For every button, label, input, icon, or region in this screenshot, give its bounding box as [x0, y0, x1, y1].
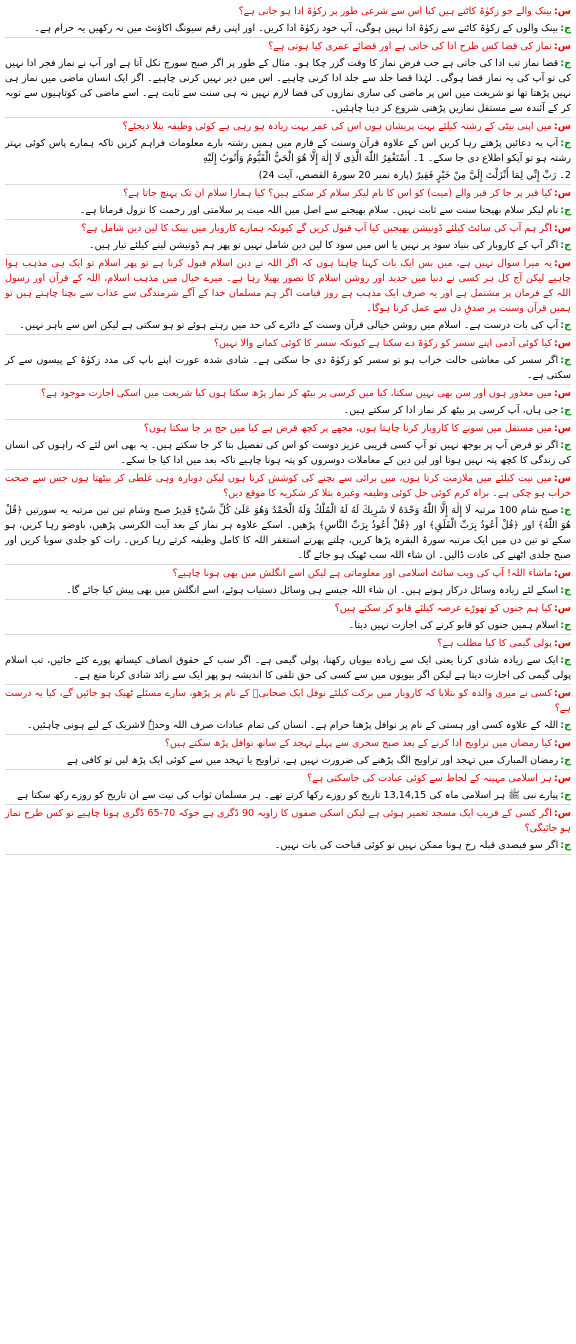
question: [5, 565, 571, 582]
answer-text: اللہ کے علاوہ کسی اور ہستی کے نام پر نوافل پڑھنا حرام ہے۔ انسان کی تمام عبادات صرف اللہ وحدہٗ لاشریک کے لیے ہونی چاہئیں۔: [27, 720, 559, 731]
question-prefix: س:: [553, 223, 571, 234]
answer-prefix: ج:: [560, 405, 571, 416]
answer-text: اگر آپ کے کاروبار کی بنیاد سود پر نہیں یا اس میں سود کا لین دین شامل نہیں تو پھر ہم ڈونیشن لینے کیلئے تیار ہیں۔: [88, 240, 559, 251]
answer-text: اگر تو قرض آپ پر بوجھ نہیں تو آپ کسی قریبی عزیز دوست کو اس کی تفصیل بتا کر جا سکتے ہیں۔ یہ بھی اس لئے کہ راہوں کی انسان کی زندگی کا کچھ پتہ نہیں ہوتا اور لین دین کے معاملات دوسروں کو پتہ ہونا چاہیے تاکہ بعد میں ادا کیا جا سکے۔: [5, 440, 571, 466]
question: [5, 685, 571, 717]
question-prefix: س:: [553, 423, 571, 434]
question: [5, 805, 571, 837]
question-prefix: س:: [553, 773, 571, 784]
question: [5, 220, 571, 237]
answer-text: ایک سے زیادہ شادی کرنا یعنی ایک سے زیادہ بیویاں رکھنا، پولی گیمی ہے۔ اگر سب کے حقوق انصاف کیساتھ پورے کئے جائیں، تب اسلام پولی گیمی کی اجازت دیتا ہے لیکن اگر بیویوں میں سے کسی کی حق تلفی کا اندیشہ ہو پھر ایک سے زائد شادی کرنا منع ہے۔: [5, 655, 571, 681]
answer-prefix: ج:: [560, 205, 571, 216]
answer: [5, 502, 571, 564]
answer-prefix: ج:: [560, 585, 571, 596]
answer: [5, 135, 571, 167]
divider: [5, 854, 571, 855]
answer-prefix: ج:: [560, 23, 571, 34]
question-prefix: س:: [553, 6, 571, 17]
answer-text: قضا نماز تب ادا کی جاتی ہے جب فرض نماز کا وقت گزر چکا ہو۔ مثال کے طور پر اگر صبح سورج نکل آتا ہے اور آپ نے نماز فجر ادا نہیں کی تو آپ کی یہ نماز قضا ہوگی۔ لہٰذا قضا جلد سے جلد ادا کرنی چاہیے۔ اس میں دیر نہیں کرنی چاہیے۔ اگر ایک انسان ماضی میں نماز ہی نہیں پڑھتا تھا تو شریعت میں اس پر ماضی کی ساری نمازوں کی قضا لازم نہیں نہ ہی سنت سے ثابت ہے۔ اسے ماضی کی کوتاہیوں سے توبہ کر کے آئندہ سے مستقل نمازیں پڑھنی شروع کر دینا چاہئیں۔: [5, 58, 571, 114]
question-prefix: س:: [553, 688, 571, 699]
answer-text: پیارے نبی ﷺ ہر اسلامی ماہ کی 13,14,15 تاریخ کو روزے رکھا کرتے تھے۔ ہر مسلمان ثواب کی نیت سے ان تاریخ کو روزے رکھ سکتا ہے: [17, 790, 559, 801]
question-prefix: س:: [553, 258, 571, 269]
answer-prefix: ج:: [560, 138, 571, 149]
answer-text: صبح شام 100 مرتبہ لَا إِلٰهَ إِلَّا اللّٰهُ وَحْدَهُ لَا شَرِيكَ لَهُ لَهُ الْمُلْكُ وَلَهُ الْحَمْدُ وَهُوَ عَلَىٰ كُلِّ شَيْءٍ قَدِيرٌ صبح وشام تین تین مرتبہ یہ سورتیں ﴿قُلْ هُوَ اللّٰهُ﴾ اور ﴿قُلْ أَعُوذُ بِرَبِّ الْفَلَقِ﴾ اور ﴿قُلْ أَعُوذُ بِرَبِّ النَّاسِ﴾ پڑھیں۔ اسکے علاوہ ہر نماز کے بعد آیت الکرسی پڑھیں، باوضو رہا کریں، ہو سکے تو تین دن میں ایک مرتبہ سورۃ البقرہ پڑھا کریں، چلتے پھرتے استغفر اللہ کا کامل وظیفہ کرتے رہا کریں۔ رات کو جلدی سویا کریں اور صبح جلدی اٹھنے کی عادت ڈالیں۔ ان شاء اللہ سب ٹھیک ہو جائے گا۔: [5, 505, 571, 561]
question-text: نماز کی قضا کس طرح ادا کی جاتی ہے اور قضائے عمری کیا ہوتی ہے؟: [268, 41, 552, 52]
answer: [5, 837, 571, 854]
qa-list: [5, 3, 571, 855]
answer: [5, 352, 571, 384]
question-text: کیا کوئی آدمی اپنے سسر کو زکوٰۃ دے سکتا ہے کیونکہ سسر کا کوئی کمانے والا نہیں؟: [213, 338, 552, 349]
question-prefix: س:: [553, 473, 571, 484]
question-text: پولی گیمی کا کیا مطلب ہے؟: [437, 638, 552, 649]
question-prefix: س:: [553, 338, 571, 349]
answer: [5, 437, 571, 469]
answer-prefix: ج:: [560, 655, 571, 666]
question-prefix: س:: [553, 388, 571, 399]
question-prefix: س:: [553, 188, 571, 199]
answer-prefix: ج:: [560, 240, 571, 251]
question-prefix: س:: [553, 568, 571, 579]
question: [5, 255, 571, 317]
question-text: کیا رمضان میں تراویح ادا کرنے کے بعد صبح سحری سے پہلے تہجد کے ساتھ نوافل پڑھ سکتے ہیں؟: [164, 738, 552, 749]
question: [5, 38, 571, 55]
answer: [5, 617, 571, 634]
question: [5, 420, 571, 437]
answer-prefix: ج:: [560, 440, 571, 451]
answer-prefix: ج:: [560, 320, 571, 331]
question: [5, 3, 571, 20]
answer: [5, 717, 571, 734]
answer-text: اگر سسر کی معاشی حالت خراب ہو تو سسر کو زکوٰۃ دی جا سکتی ہے۔ شادی شدہ عورت اپنے باپ کی مدد زکوٰۃ کے پیسوں سے کر سکتی ہے۔: [5, 355, 571, 381]
answer: [5, 582, 571, 599]
question-text: ہر اسلامی مہینہ کے لحاظ سے کوئی عبادت کی جاسکتی ہے؟: [307, 773, 552, 784]
question-text: میں معذور ہوں اور سن بھی نہیں سکتا، کیا میں کرسی پر بیٹھ کر نماز پڑھ سکتا ہوں کیا شریعت میں اسکی اجازت موجود ہے؟: [40, 388, 552, 399]
question: [5, 118, 571, 135]
question: [5, 635, 571, 652]
question-prefix: س:: [553, 603, 571, 614]
question-text: کیا ہم جنوں کو تھوڑے عرصہ کیلئے قابو کر سکتے ہیں؟: [334, 603, 552, 614]
question-text: اگر کسی کے قریب ایک مسجد تعمیر ہوئی ہے لیکن اسکی صفوں کا زاویہ 90 ڈگری ہے جوکہ 70-65 ڈگری ہونا چاہیے تو کس طرح نماز ہو جائیگی؟: [5, 808, 571, 834]
answer-text: آپ کی بات درست ہے۔ اسلام میں روشن خیالی قرآن وسنت کے دائرے کی حد میں رہتے ہوئے تو ہو سکتی ہے لیکن اس سے باہر نہیں۔: [19, 320, 559, 331]
question-prefix: س:: [553, 738, 571, 749]
question-text: میں اپنی بیٹی کے رشتہ کیلئے بہت پریشان ہوں اس کی عمر بہت زیادہ ہو رہی ہے کوئی وظیفہ بتلا دیجئے؟: [122, 121, 552, 132]
question: [5, 735, 571, 752]
answer: [5, 237, 571, 254]
answer: [5, 402, 571, 419]
question-text: کیا قبر پر جا کر قبر والے (میت) کو اس کا نام لیکر سلام کر سکتے ہیں؟ کیا ہمارا سلام ان تک پہنچ جاتا ہے؟: [123, 188, 552, 199]
question-prefix: س:: [553, 638, 571, 649]
answer-prefix: ج:: [560, 755, 571, 766]
answer-prefix: ج:: [560, 840, 571, 851]
answer-prefix: ج:: [560, 355, 571, 366]
answer: [5, 202, 571, 219]
question-prefix: س:: [553, 808, 571, 819]
question: [5, 470, 571, 502]
question-prefix: س:: [553, 121, 571, 132]
question-text: کسی نے میری والدہ کو بتلایا کہ کاروبار میں برکت کیلئے نوفل ایک صحابیؓ کے نام پر پڑھو، سارے مسئلے ٹھیک ہو جائیں گے، کیا یہ درست ہے؟: [5, 688, 571, 714]
answer: [5, 55, 571, 117]
answer-text: بینک والوں کے زکوٰۃ کاٹنے سے زکوٰۃ ادا نہیں ہوگی، آپ خود زکوٰۃ ادا کریں۔ اور اپنی رقم سیونگ اکاؤنٹ میں نہ رکھیں یہ حرام ہے۔: [34, 23, 559, 34]
answer-prefix: ج:: [560, 620, 571, 631]
question-text: میں نیت کیلئے میں ملازمت کرتا ہوں، میں برائی سے بچنے کی کوشش کرتا ہوں لیکن دوبارہ وہی غلطی کر بیٹھتا ہوں جس سے صحت خراب ہو چکی ہے۔ براہ کرم کوئی حل کوئی وظیفہ وغیرہ بتلا کر شکریہ کا موقع دیں؟: [5, 473, 571, 499]
question: [5, 185, 571, 202]
answer-prefix: ج:: [560, 58, 571, 69]
answer-continued: [5, 167, 571, 184]
answer-text: رمضان المبارک میں تہجد اور تراویح الگ پڑھنے کی ضرورت نہیں ہے، تراویح یا تہجد میں سے کوئی ایک پڑھ لیں تو کافی ہے: [67, 755, 559, 766]
answer: [5, 317, 571, 334]
answer-text: 2۔ رَبِّ إِنِّي لِمَا أَنْزَلْتَ إِلَيَّ مِنْ خَيْرٍ فَقِيرٌ (پارہ نمبر 20 سورۃ القصص، آیت 24): [258, 170, 571, 181]
question-prefix: س:: [553, 41, 571, 52]
answer-text: جی ہاں، آپ کرسی پر بیٹھ کر نماز ادا کر سکتے ہیں۔: [343, 405, 559, 416]
question: [5, 335, 571, 352]
question: [5, 385, 571, 402]
answer: [5, 787, 571, 804]
question-text: ماشاء اللہ! آپ کی ویب سائٹ اسلامی اور معلوماتی ہے لیکن اسے انگلش میں بھی ہونا چاہیے؟: [172, 568, 552, 579]
answer: [5, 20, 571, 37]
answer-text: اگر سو فیصدی قبلہ رخ ہونا ممکن نہیں تو کوئی قباحت کی بات نہیں۔: [274, 840, 559, 851]
answer-prefix: ج:: [560, 505, 571, 516]
question-text: یہ میرا سوال نہیں ہے، میں بس ایک بات کہنا چاہتا ہوں کہ اگر اللہ نے دین اسلام قبول کرنا ہے تو پھر اسلام تو ایک ہی مذہب ہوا چاہیے لیکن آج کل ہر کسی نے دنیا میں جدید اور روشن اسلام کا تصور پھیلا رہا ہے۔ میرے خیال میں مذہب اسلام، اللہ کے قرآن اور رسول اللہ کے فرمان پر مشتمل ہے اور یہ صرف ایک مذہب ہے روز قیامت اگر ہم مسلمان خدا کے آگے شرمندگی سے عذاب سے بچنا چاہتے ہیں تو ہمیں قرآن وسنت پر صدقِ دل سے عمل کرنا ہوگا۔: [5, 258, 571, 314]
question-text: اگر ہم آپ کی سائٹ کیلئے ڈونیشن بھیجیں کیا آپ قبول کریں گے کیونکہ ہمارے کاروبار میں بینک کا لین دین شامل ہے؟: [81, 223, 552, 234]
question: [5, 770, 571, 787]
answer-prefix: ج:: [560, 790, 571, 801]
answer-text: اسلام ہمیں جنوں کو قابو کرنے کی اجازت نہیں دیتا۔: [348, 620, 559, 631]
answer: [5, 652, 571, 684]
answer-text: نام لیکر سلام بھیجنا سنت سے ثابت نہیں۔ سلام بھیجنے سے اصل میں اللہ میت پر سلامتی اور رحمت کا نزول فرماتا ہے۔: [79, 205, 559, 216]
question-text: میں مستقل میں سونے کا کاروبار کرنا چاہتا ہوں، مجھے پر کچھ قرض ہے کیا میں حج پر جا سکتا ہوں؟: [143, 423, 552, 434]
answer: [5, 752, 571, 769]
answer-prefix: ج:: [560, 720, 571, 731]
question: [5, 600, 571, 617]
answer-text: اسکے لئے زیادہ وسائل درکار ہوتے ہیں۔ ان شاء اللہ جیسے ہی وسائل دستیاب ہوئے، اسے انگلش میں بھی پیش کیا جائے گا۔: [66, 585, 559, 596]
question-text: بینک والے جو زکوٰۃ کاٹتے ہیں کیا اس سے شرعی طور پر زکوٰۃ ادا ہو جاتی ہے؟: [238, 6, 552, 17]
answer-text: آپ یہ دعائیں پڑھتے رہا کریں اس کے علاوہ قرآن وسنت کے فارم میں ہمیں رشتہ بارے معلومات فراہم کریں تاکہ ہمارے پاس کوئی بہتر رشتہ ہو تو آپکو اطلاع دی جا سکے۔ 1۔ أَسْتَغْفِرُ اللّٰهَ الَّذِي لَا إِلٰهَ إِلَّا هُوَ الْحَيُّ الْقَيُّومُ وَأَتُوبُ إِلَيْهِ: [5, 138, 571, 164]
